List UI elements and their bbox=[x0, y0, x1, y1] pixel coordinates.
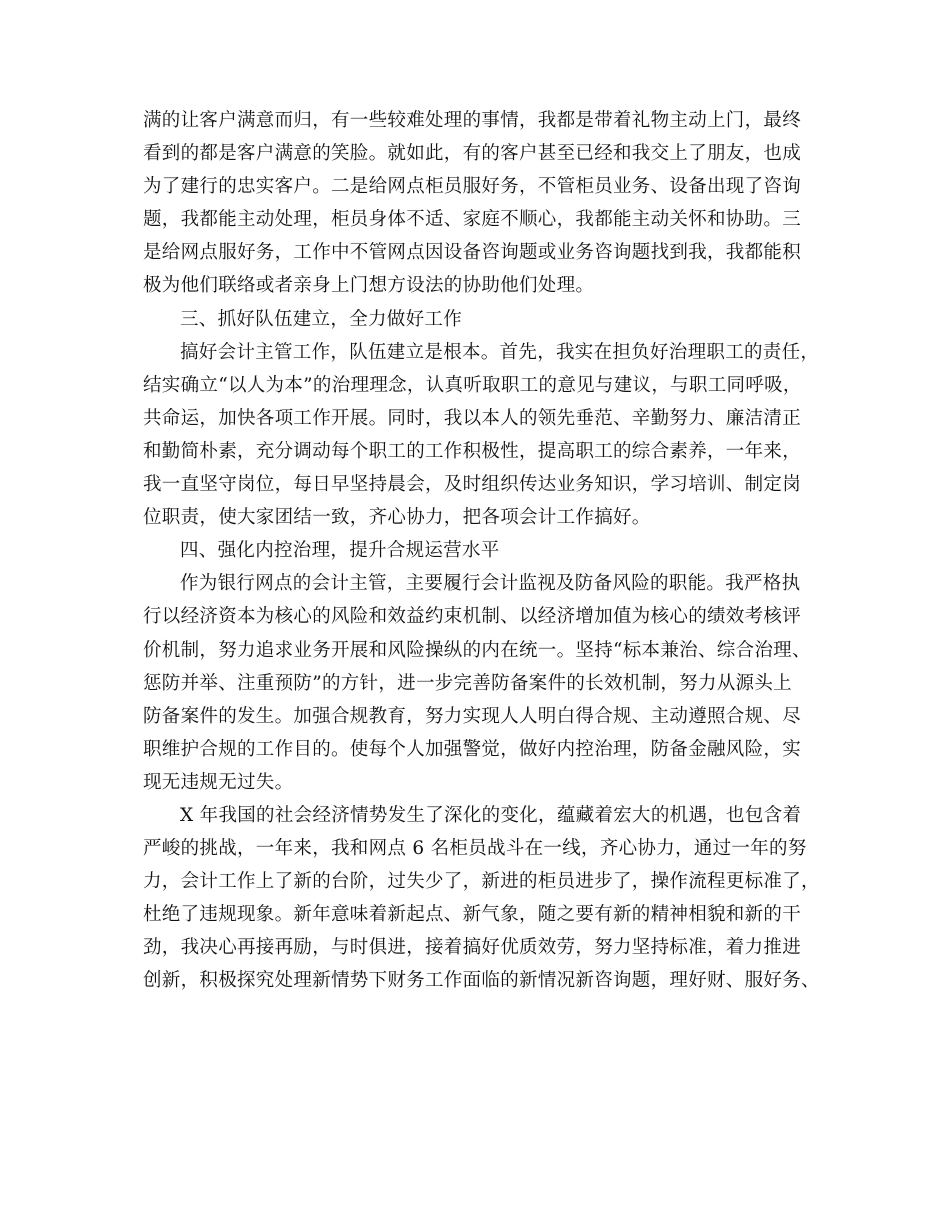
document-body bbox=[143, 104, 823, 998]
text-line: 共命运，加快各项工作开展。同时，我以本人的领先垂范、辛勤努力、廉洁清正 bbox=[143, 407, 802, 429]
text-line: 看到的都是客户满意的笑脸。就如此，有的客户甚至已经和我交上了朋友，也成 bbox=[143, 143, 802, 165]
text-line: 极为他们联络或者亲身上门想方设法的协助他们处理。 bbox=[143, 275, 595, 297]
text-line: 力，会计工作上了新的台阶，过失少了，新进的柜员进步了，操作流程更标准了， bbox=[143, 871, 820, 893]
text-line: 我一直坚守岗位，每日早坚持晨会，及时组织传达业务知识，学习培训、制定岗 bbox=[143, 474, 802, 496]
paragraph-start-line: 搞好会计主管工作，队伍建立是根本。首先，我实在担负好治理职工的责任， bbox=[180, 341, 820, 363]
text-line: 创新，积极探究处理新情势下财务工作面临的新情况新咨询题，理好财、服好务、 bbox=[143, 970, 820, 992]
text-line: 劲，我决心再接再励，与时俱进，接着搞好优质效劳，努力坚持标准，着力推进 bbox=[143, 937, 802, 959]
text-line: 职维护合规的工作目的。使每个人加强警觉，做好内控治理，防备金融风险，实 bbox=[143, 738, 802, 760]
text-line: 惩防并举、注重预防”的方针，进一步完善防备案件的长效机制，努力从源头上 bbox=[143, 672, 792, 694]
paragraph-start-line: 作为银行网点的会计主管，主要履行会计监视及防备风险的职能。我严格执 bbox=[180, 573, 801, 595]
text-line: 为了建行的忠实客户。二是给网点柜员服好务，不管柜员业务、设备出现了咨询 bbox=[143, 176, 802, 198]
text-line: 结实确立“以人为本”的治理理念，认真听取职工的意见与建议，与职工同呼吸， bbox=[143, 374, 802, 396]
text-line: 和勤简朴素，充分调动每个职工的工作积极性，提高职工的综合素养，一年来， bbox=[143, 440, 802, 462]
text-line: 杜绝了违规现象。新年意味着新起点、新气象，随之要有新的精神相貌和新的干 bbox=[143, 904, 802, 926]
section-heading: 四、强化内控治理，提升合规运营水平 bbox=[180, 540, 500, 562]
text-line: 满的让客户满意而归，有一些较难处理的事情，我都是带着礼物主动上门，最终 bbox=[143, 110, 802, 131]
paragraph-start-line: X 年我国的社会经济情势发生了深化的变化，蕴藏着宏大的机遇，也包含着 bbox=[180, 804, 802, 826]
section-heading: 三、抓好队伍建立，全力做好工作 bbox=[180, 308, 463, 330]
text-line: 现无违规无过失。 bbox=[143, 771, 294, 793]
text-line: 防备案件的发生。加强合规教育，努力实现人人明白得合规、主动遵照合规、尽 bbox=[143, 705, 802, 727]
text-line: 严峻的挑战，一年来，我和网点 6 名柜员战斗在一线，齐心协力，通过一年的努 bbox=[143, 838, 807, 860]
text-line: 题，我都能主动处理，柜员身体不适、家庭不顺心，我都能主动关怀和协助。三 bbox=[143, 209, 802, 231]
text-line: 行以经济资本为核心的风险和效益约束机制、以经济增加值为核心的绩效考核评 bbox=[143, 606, 802, 628]
text-line: 价机制，努力追求业务开展和风险操纵的内在统一。坚持“标本兼治、综合治理、 bbox=[143, 639, 811, 661]
text-line: 是给网点服好务，工作中不管网点因设备咨询题或业务咨询题找到我，我都能积 bbox=[143, 242, 802, 264]
text-line: 位职责，使大家团结一致，齐心协力，把各项会计工作搞好。 bbox=[143, 507, 651, 529]
